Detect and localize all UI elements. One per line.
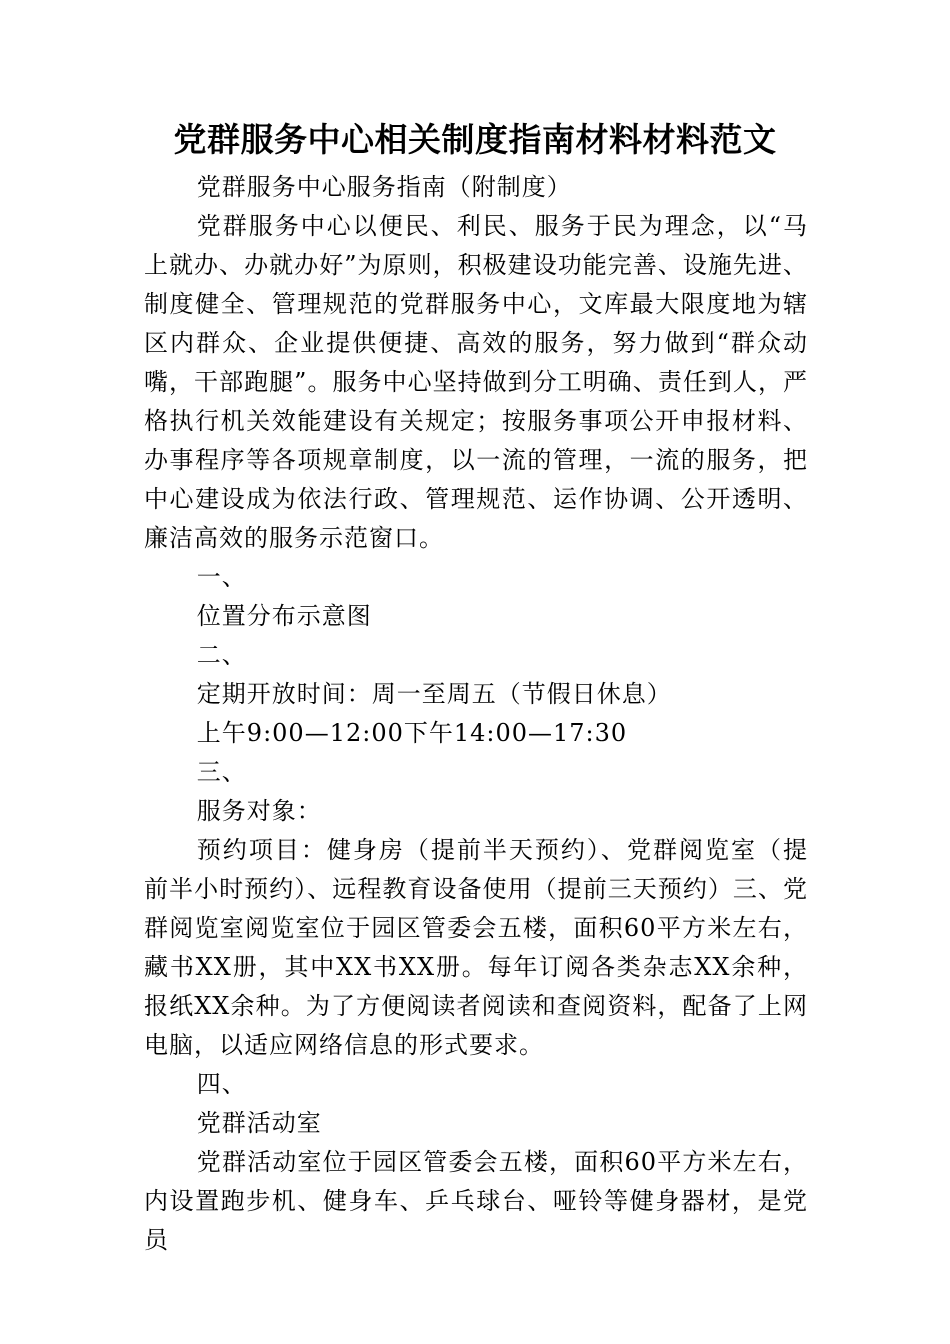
section-number-4: 四、: [196, 1070, 247, 1098]
document-title: 党群服务中心相关制度指南材料材料范文: [173, 120, 777, 159]
intro-paragraph: 党群服务中心以便民、利民、服务于民为理念，以“马上就办、办就办好”为原则，积极建设功能完善、设施先进、制度健全、管理规范的党群服务中心，文库最大限度地为辖区内群众、企业提供便捷、高效的服务，努力做到“群众动嘴，干部跑腿”。服务中心坚持做到分工明确、责任到人，严格执行机关效能建设有关规定；按服务事项公开申报材料、办事程序等各项规章制度，以一流的管理，一流的服务，把中心建设成为依法行政、管理规范、运作协调、公开透明、廉洁高效的服务示范窗口。: [144, 212, 808, 552]
subtitle-paragraph: 党群服务中心服务指南（附制度）: [196, 173, 572, 201]
opening-hours-paragraph: 定期开放时间：周一至周五（节假日休息）: [196, 680, 672, 708]
section-number-1: 一、: [196, 563, 247, 591]
section-number-3: 三、: [196, 758, 247, 786]
section-heading-activity-room: 党群活动室: [196, 1109, 322, 1137]
section-number-2: 二、: [196, 641, 247, 669]
reservation-paragraph: 预约项目：健身房（提前半天预约）、党群阅览室（提前半小时预约）、远程教育设备使用（提前三天预约）三、党群阅览室阅览室位于园区管委会五楼，面积60平方米左右，藏书XX册，其中XX书XX册。每年订阅各类杂志XX余种，报纸XX余种。为了方便阅读者阅读和查阅资料，配备了上网电脑，以适应网络信息的形式要求。: [144, 836, 808, 1059]
time-schedule-paragraph: 上午9:00—12:00下午14:00—17:30: [196, 719, 628, 747]
section-heading-service-target: 服务对象：: [196, 797, 322, 825]
activity-room-paragraph: 党群活动室位于园区管委会五楼，面积60平方米左右，内设置跑步机、健身车、乒乓球台、哑铃等健身器材，是党员: [144, 1148, 808, 1254]
section-heading-location: 位置分布示意图: [196, 602, 372, 630]
document-body: [144, 168, 808, 1260]
